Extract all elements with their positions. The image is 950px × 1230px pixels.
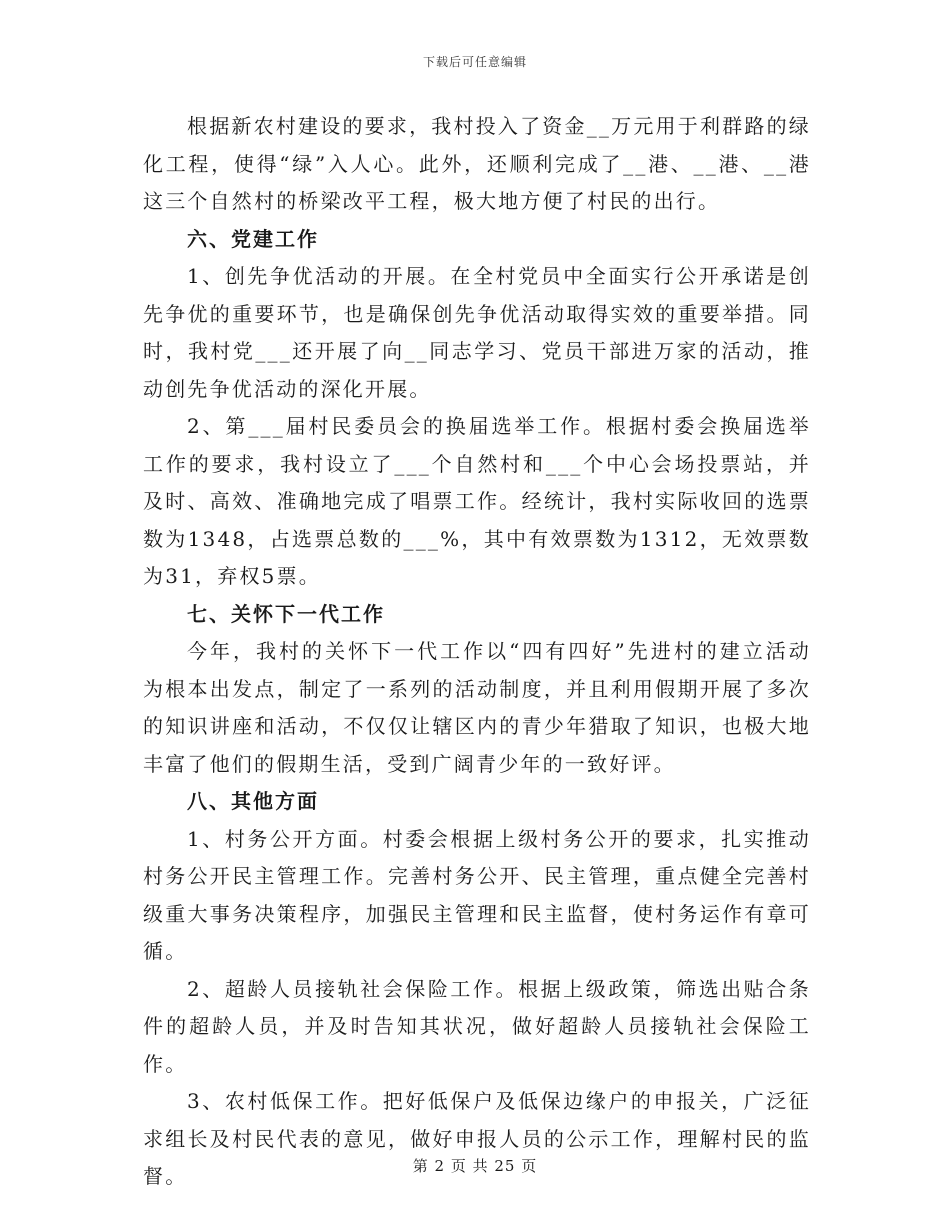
section-heading-party-building: 六、党建工作 [187,226,319,251]
paragraph-youth-activities: 今年，我村的关怀下一代工作以“四有四好”先进村的建立活动为根本出发点，制定了一系列的活动制度，并且利用假期开展了多次的知识讲座和活动，不仅仅让辖区内的青少年猎取了知识，也极大地丰富了他们的假期生活，受到广阔青少年的一致好评。 [143,639,811,776]
section-heading-other-aspects: 八、其他方面 [187,789,319,813]
paragraph-subsistence-allowance: 3、农村低保工作。把好低保户及低保边缘户的申报关，广泛征求组长及村民代表的意见，做好申报人员的公示工作，理解村民的监督。 [143,1089,811,1188]
section-heading-youth-care: 七、关怀下一代工作 [187,601,385,626]
paragraph-greening-project: 根据新农村建设的要求，我村投入了资金__万元用于利群路的绿化工程，使得“绿”入人心。此外，还顺利完成了__港、__港、__港这三个自然村的桥梁改平工程，极大地方便了村民的出行。 [143,114,811,213]
paragraph-village-affairs: 1、村务公开方面。村委会根据上级村务公开的要求，扎实推动村务公开民主管理工作。完善村务公开、民主管理，重点健全完善村级重大事务决策程序，加强民主管理和民主监督，使村务运作有章可循。 [143,826,811,963]
document-body [143,108,811,1196]
paragraph-excellence-campaign: 1、创先争优活动的开展。在全村党员中全面实行公开承诺是创先争优的重要环节，也是确保创先争优活动取得实效的重要举措。同时，我村党___还开展了向__同志学习、党员干部进万家的活动，推动创先争优活动的深化开展。 [143,264,811,401]
page-header: 下载后可任意编辑 [422,55,527,69]
paragraph-committee-election: 2、第___届村民委员会的换届选举工作。根据村委会换届选举工作的要求，我村设立了___个自然村和___个中心会场投票站，并及时、高效、准确地完成了唱票工作。经统计，我村实际收回的选票数为1348，占选票总数的___%，其中有效票数为1312，无效票数为31，弃权5票。 [143,414,811,588]
page-number: 第 2 页 共 25 页 [412,1157,538,1175]
paragraph-social-insurance: 2、超龄人员接轨社会保险工作。根据上级政策，筛选出贴合条件的超龄人员，并及时告知其状况，做好超龄人员接轨社会保险工作。 [143,976,811,1076]
